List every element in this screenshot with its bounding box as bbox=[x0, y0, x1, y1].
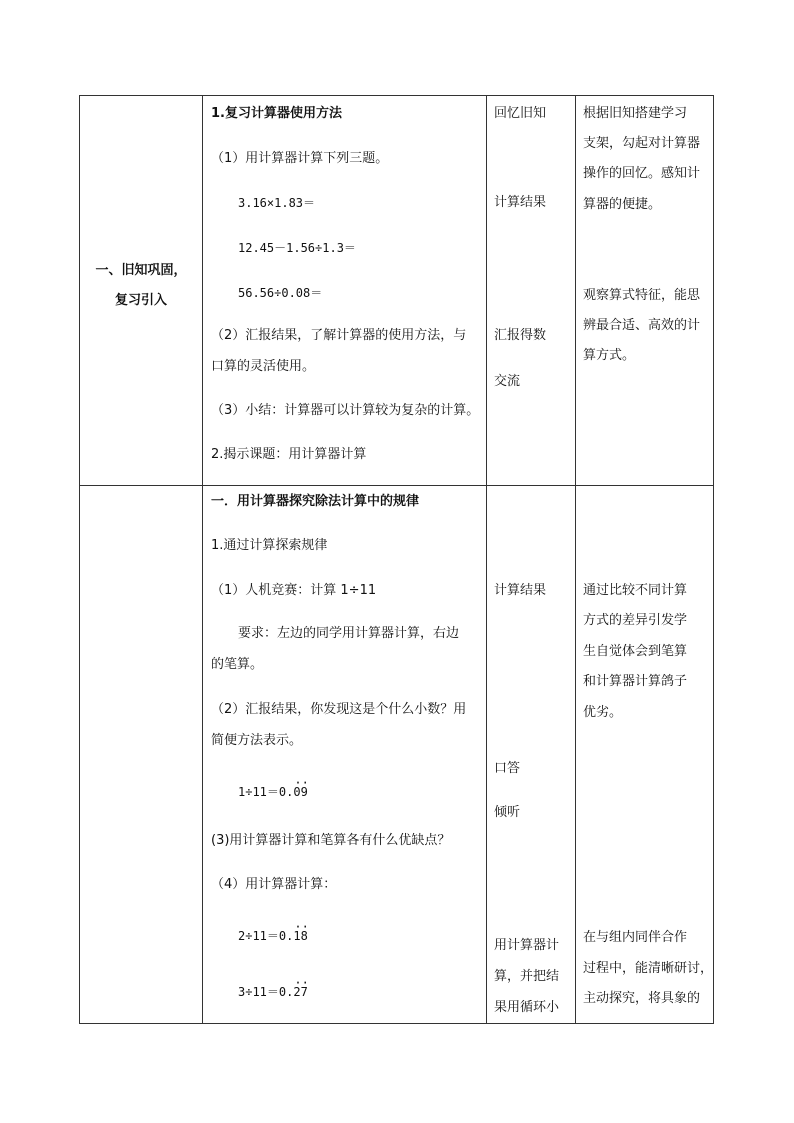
repeating-decimal-eq bbox=[238, 984, 308, 1000]
student-activity: 口答 bbox=[494, 761, 521, 776]
subsection-title: 1.通过计算探索规律 bbox=[211, 538, 328, 553]
equation-lhs: 2÷11＝0. bbox=[238, 929, 294, 943]
repeating-digit: 8 · bbox=[301, 928, 308, 944]
question-1: （1）人机竞赛：计算 1÷11 bbox=[211, 583, 377, 598]
stage-line: 一、旧知巩固， bbox=[95, 263, 187, 278]
expression-1: 3.16×1.83＝ bbox=[238, 196, 316, 210]
repeating-decimal-eq bbox=[238, 784, 308, 800]
student-activity: 算，并把结 bbox=[494, 969, 560, 984]
question-2: （2）汇报结果，了解计算器的使用方法，与 bbox=[211, 328, 467, 343]
stage-label bbox=[80, 256, 202, 316]
design-intent: 支架，勾起对计算器 bbox=[583, 136, 701, 151]
repeating-digit: 2 · bbox=[293, 984, 300, 1000]
design-intent: 和计算器计算鸽子 bbox=[583, 674, 688, 689]
question-3: (3)用计算器计算和笔算各有什么优缺点？ bbox=[211, 833, 451, 848]
column-divider bbox=[202, 96, 203, 1023]
repeating-digit: 7 · bbox=[301, 984, 308, 1000]
repeating-decimal-eq bbox=[238, 928, 308, 944]
question-2-cont: 口算的灵活使用。 bbox=[211, 359, 316, 374]
stage-line: 复习引入 bbox=[114, 293, 167, 308]
student-activity: 果用循环小 bbox=[494, 1000, 560, 1015]
student-activity: 计算结果 bbox=[494, 583, 547, 598]
student-activity: 回忆旧知 bbox=[494, 106, 547, 121]
design-intent: 操作的回忆。感知计 bbox=[583, 166, 701, 181]
question-2-cont: 简便方法表示。 bbox=[211, 733, 303, 748]
equation-lhs: 3÷11＝0. bbox=[238, 985, 294, 999]
design-intent: 方式的差异引发学 bbox=[583, 613, 688, 628]
design-intent: 辨最合适、高效的计 bbox=[583, 318, 701, 333]
student-activity: 计算结果 bbox=[494, 195, 547, 210]
requirement-cont: 的笔算。 bbox=[211, 657, 264, 672]
column-divider bbox=[575, 96, 576, 1023]
equation-lhs: 1÷11＝0. bbox=[238, 785, 294, 799]
column-divider bbox=[486, 96, 487, 1023]
summary: （3）小结：计算器可以计算较为复杂的计算。 bbox=[211, 403, 480, 418]
design-intent: 根据旧知搭建学习 bbox=[583, 106, 688, 121]
student-activity: 汇报得数 bbox=[494, 328, 547, 343]
lesson-topic: 2.揭示课题：用计算器计算 bbox=[211, 447, 367, 462]
design-intent: 观察算式特征，能思 bbox=[583, 288, 701, 303]
repeating-digit: 0 · bbox=[293, 784, 300, 800]
design-intent: 过程中，能清晰研讨， bbox=[583, 961, 714, 976]
question-1: （1）用计算器计算下列三题。 bbox=[211, 151, 389, 166]
design-intent: 主动探究，将具象的 bbox=[583, 991, 701, 1006]
design-intent: 生自觉体会到笔算 bbox=[583, 644, 688, 659]
row-divider bbox=[80, 485, 713, 486]
design-intent: 通过比较不同计算 bbox=[583, 583, 688, 598]
student-activity: 倾听 bbox=[494, 805, 521, 820]
design-intent: 优劣。 bbox=[583, 705, 623, 720]
requirement: 要求：左边的同学用计算器计算，右边 bbox=[238, 626, 460, 641]
design-intent: 在与组内同伴合作 bbox=[583, 930, 688, 945]
section-title: 一．用计算器探究除法计算中的规律 bbox=[211, 494, 420, 509]
student-activity: 用计算器计 bbox=[494, 938, 560, 953]
expression-2: 12.45－1.56÷1.3＝ bbox=[238, 241, 356, 255]
repeating-digit: 1 · bbox=[293, 928, 300, 944]
repeating-digit: 9 · bbox=[301, 784, 308, 800]
lesson-plan-table bbox=[79, 95, 714, 1024]
question-2: （2）汇报结果，你发现这是个什么小数？用 bbox=[211, 702, 467, 717]
question-4: （4）用计算器计算： bbox=[211, 877, 337, 892]
design-intent: 算方式。 bbox=[583, 348, 636, 363]
design-intent: 算器的便捷。 bbox=[583, 197, 662, 212]
expression-3: 56.56÷0.08＝ bbox=[238, 286, 323, 300]
section-title: 1.复习计算器使用方法 bbox=[211, 106, 342, 121]
student-activity: 交流 bbox=[494, 374, 521, 389]
